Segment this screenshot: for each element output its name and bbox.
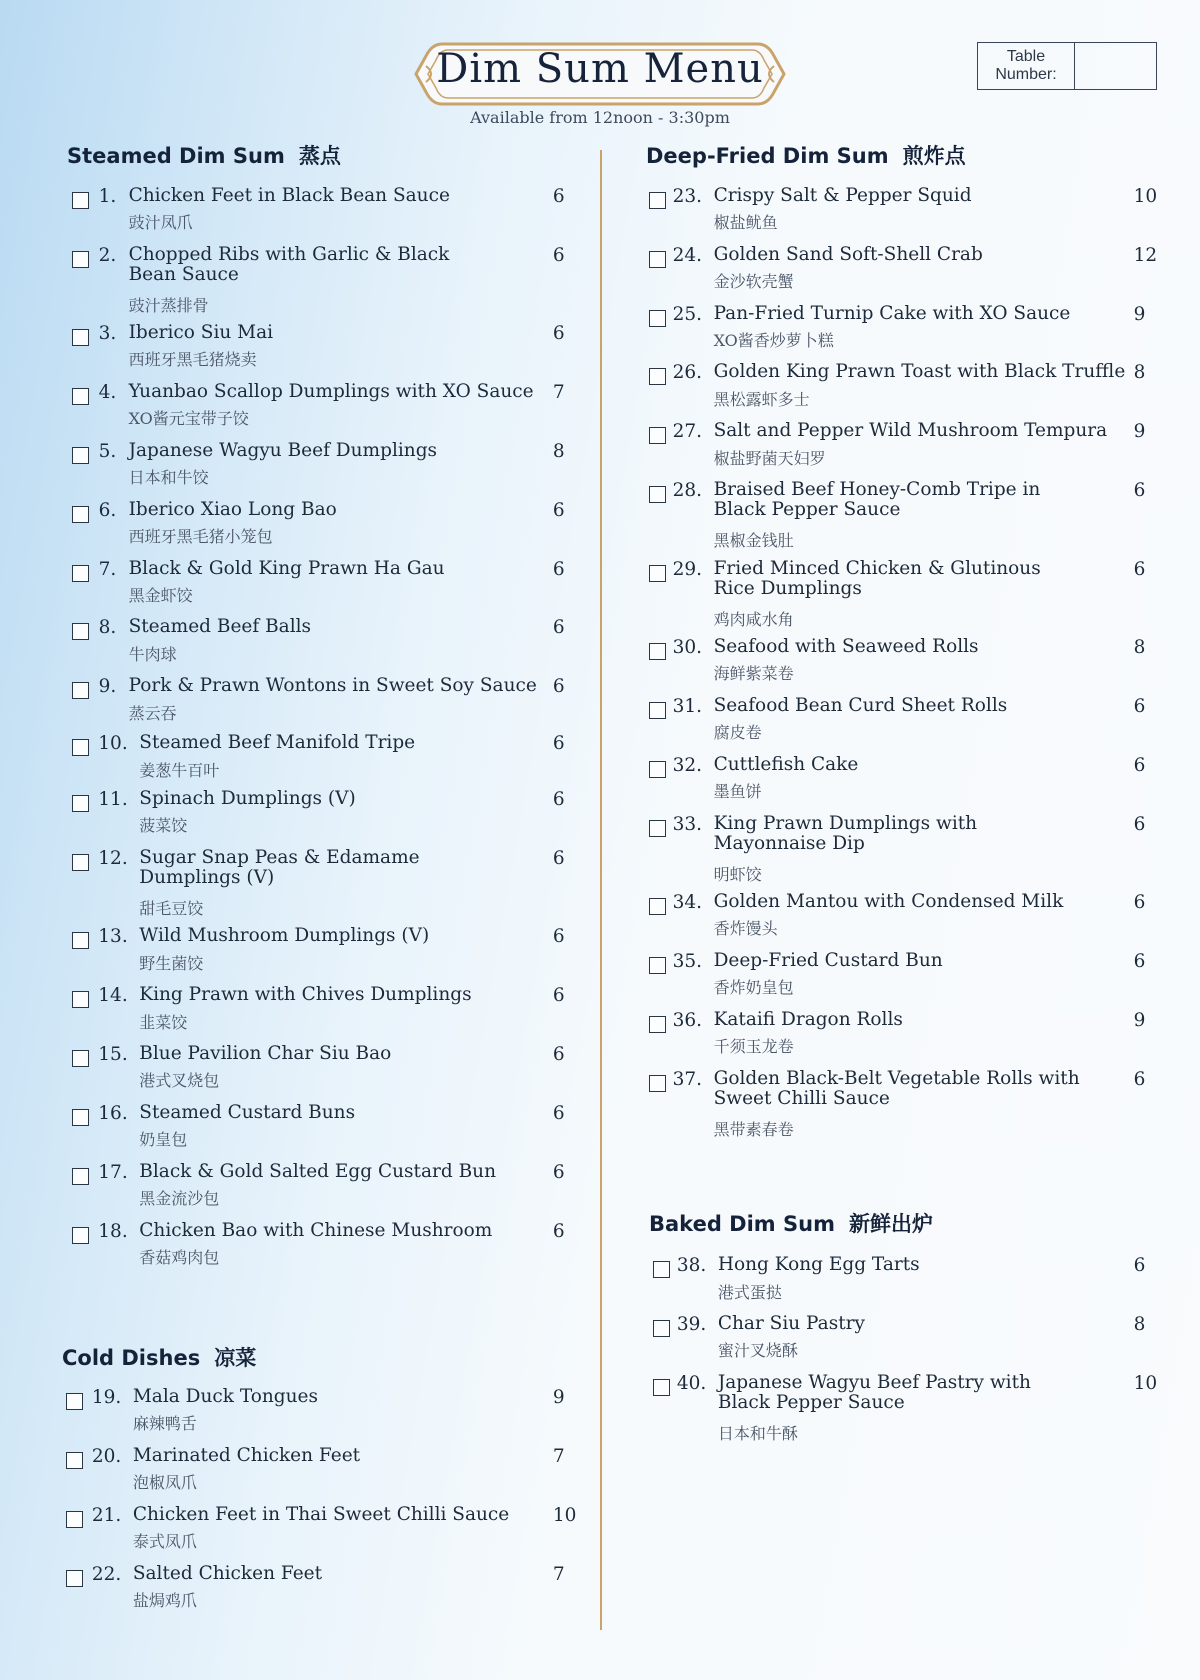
- item-checkbox[interactable]: [72, 1168, 89, 1185]
- item-name: Crispy Salt & Pepper Squid: [713, 184, 972, 206]
- item-number: 34.: [672, 891, 702, 913]
- item-chinese-name: 盐焗鸡爪: [132, 1591, 197, 1611]
- item-name: Yuanbao Scallop Dumplings with XO Sauce: [128, 380, 534, 402]
- item-checkbox[interactable]: [649, 1075, 666, 1092]
- item-name: Seafood Bean Curd Sheet Rolls: [713, 694, 1008, 716]
- item-name: Fried Minced Chicken & Glutinous Rice Dumplings: [713, 557, 1041, 599]
- item-checkbox[interactable]: [649, 820, 666, 837]
- item-price: 6: [1133, 1254, 1146, 1276]
- item-chinese-name: 港式叉烧包: [139, 1071, 220, 1091]
- item-price: 6: [552, 499, 565, 521]
- item-name: Pork & Prawn Wontons in Sweet Soy Sauce: [128, 675, 537, 697]
- item-checkbox[interactable]: [649, 368, 666, 385]
- item-checkbox[interactable]: [72, 192, 89, 209]
- item-price: 8: [1133, 362, 1146, 384]
- menu-item: [66, 1564, 585, 1620]
- item-number: 37.: [672, 1068, 702, 1090]
- item-chinese-name: 明虾饺: [713, 864, 762, 884]
- item-name: Iberico Siu Mai: [128, 321, 274, 343]
- item-checkbox[interactable]: [649, 761, 666, 778]
- item-name: Steamed Beef Balls: [128, 616, 312, 638]
- item-name: Cuttlefish Cake: [713, 753, 859, 775]
- item-name: Chicken Feet in Black Bean Sauce: [128, 184, 450, 206]
- menu-item: [66, 1387, 585, 1443]
- section-title-cn: 新鲜出炉: [848, 1212, 933, 1236]
- item-chinese-name: 姜葱牛百叶: [139, 760, 220, 780]
- item-chinese-name: 椒盐鱿鱼: [713, 213, 778, 233]
- section-title-en: Cold Dishes: [62, 1346, 201, 1370]
- menu-item: [649, 479, 1165, 551]
- item-checkbox[interactable]: [649, 1016, 666, 1033]
- item-number: 3.: [98, 322, 117, 344]
- item-name: Braised Beef Honey-Comb Tripe in Black Pepper Sauce: [713, 479, 1041, 521]
- item-number: 25.: [672, 303, 702, 325]
- title-frame: [412, 36, 788, 112]
- item-price: 6: [552, 244, 565, 266]
- menu-item: [72, 243, 585, 315]
- menu-item: [72, 382, 585, 438]
- item-chinese-name: 日本和牛酥: [717, 1423, 798, 1443]
- item-name: Salt and Pepper Wild Mushroom Tempura: [713, 420, 1108, 442]
- item-name: Sugar Snap Peas & Edamame Dumplings (V): [139, 846, 420, 888]
- table-number-box: [977, 42, 1157, 90]
- item-number: 6.: [98, 499, 117, 521]
- item-checkbox[interactable]: [649, 957, 666, 974]
- menu-item: [649, 637, 1165, 693]
- section-title-fried: [646, 140, 966, 170]
- item-checkbox[interactable]: [72, 854, 89, 871]
- item-name: Black & Gold King Prawn Ha Gau: [128, 557, 445, 579]
- item-checkbox[interactable]: [72, 623, 89, 640]
- item-checkbox[interactable]: [649, 251, 666, 268]
- item-name: Deep-Fried Custard Bun: [713, 949, 943, 971]
- item-price: 6: [552, 1102, 565, 1124]
- item-checkbox[interactable]: [649, 898, 666, 915]
- item-chinese-name: 黑金流沙包: [139, 1189, 220, 1209]
- item-name: Wild Mushroom Dumplings (V): [139, 925, 430, 946]
- menu-item: [649, 951, 1165, 1007]
- item-checkbox[interactable]: [66, 1511, 83, 1528]
- item-number: 28.: [672, 480, 702, 502]
- item-chinese-name: 麻辣鸭舌: [132, 1414, 197, 1434]
- item-chinese-name: 黑松露虾多士: [713, 390, 810, 410]
- item-number: 16.: [98, 1102, 128, 1124]
- item-price: 6: [1133, 754, 1146, 776]
- item-name: Japanese Wagyu Beef Pastry with Black Pepper Sauce: [717, 1371, 1031, 1413]
- menu-item: [653, 1314, 1166, 1370]
- item-chinese-name: 香炸馒头: [713, 919, 778, 939]
- menu-item: [72, 846, 585, 918]
- item-chinese-name: 黑金虾饺: [128, 586, 193, 606]
- item-number: 21.: [91, 1504, 122, 1526]
- menu-item: [649, 557, 1165, 629]
- item-number: 1.: [98, 185, 117, 207]
- item-name: Japanese Wagyu Beef Dumplings: [128, 439, 438, 461]
- section-title-en: Baked Dim Sum: [649, 1212, 835, 1236]
- section-title-cold: [62, 1342, 256, 1372]
- item-checkbox[interactable]: [72, 506, 89, 523]
- menu-item: [72, 985, 585, 1041]
- item-price: 6: [1133, 891, 1146, 913]
- item-number: 24.: [672, 244, 702, 266]
- item-number: 20.: [91, 1445, 122, 1467]
- item-number: 32.: [672, 754, 702, 776]
- item-chinese-name: 海鲜紫菜卷: [713, 664, 794, 684]
- item-price: 6: [552, 1043, 565, 1065]
- section-title-en: Steamed Dim Sum: [67, 144, 285, 168]
- item-number: 11.: [98, 788, 128, 810]
- item-chinese-name: 奶皇包: [139, 1130, 188, 1150]
- item-chinese-name: 黑椒金钱肚: [713, 531, 794, 551]
- item-chinese-name: 豉汁凤爪: [128, 213, 193, 233]
- item-number: 35.: [672, 950, 702, 972]
- item-price: 6: [1133, 813, 1146, 835]
- item-number: 30.: [672, 636, 702, 658]
- item-price: 9: [1133, 303, 1146, 325]
- menu-item: [649, 362, 1165, 418]
- section-title-baked: [649, 1208, 933, 1238]
- item-number: 26.: [672, 362, 702, 384]
- item-name: Char Siu Pastry: [717, 1312, 865, 1334]
- menu-item: [649, 755, 1165, 811]
- item-chinese-name: 椒盐野菌天妇罗: [713, 448, 826, 468]
- menu-item: [72, 1103, 585, 1159]
- item-number: 2.: [98, 244, 117, 266]
- item-name: Blue Pavilion Char Siu Bao: [139, 1042, 392, 1064]
- item-chinese-name: 黑带素春卷: [713, 1119, 794, 1139]
- item-chinese-name: 菠菜饺: [139, 816, 188, 836]
- item-price: 6: [1133, 480, 1146, 502]
- item-checkbox[interactable]: [72, 795, 89, 812]
- item-checkbox[interactable]: [649, 427, 666, 444]
- item-name: Chicken Feet in Thai Sweet Chilli Sauce: [132, 1503, 510, 1525]
- menu-item: [72, 441, 585, 497]
- item-number: 40.: [676, 1372, 707, 1394]
- menu-item: [653, 1371, 1166, 1443]
- item-chinese-name: 西班牙黑毛猪烧卖: [128, 350, 257, 370]
- item-chinese-name: 墨鱼饼: [713, 782, 762, 802]
- item-number: 10.: [98, 733, 128, 755]
- item-chinese-name: XO酱元宝带子饺: [128, 409, 249, 429]
- menu-item: [72, 1044, 585, 1100]
- item-number: 8.: [98, 617, 117, 639]
- item-checkbox[interactable]: [649, 192, 666, 209]
- item-name: Chopped Ribs with Garlic & Black Bean Sauce: [128, 243, 450, 285]
- item-checkbox[interactable]: [72, 932, 89, 949]
- item-checkbox[interactable]: [653, 1261, 670, 1278]
- item-checkbox[interactable]: [649, 643, 666, 660]
- item-number: 33.: [672, 813, 702, 835]
- item-price: 8: [1133, 1313, 1146, 1335]
- item-price: 12: [1133, 244, 1158, 266]
- item-price: 8: [552, 440, 565, 462]
- item-checkbox[interactable]: [653, 1379, 670, 1396]
- menu-item: [72, 559, 585, 615]
- item-checkbox[interactable]: [649, 486, 666, 503]
- item-chinese-name: 香菇鸡肉包: [139, 1248, 220, 1268]
- item-price: 6: [1133, 1068, 1146, 1090]
- item-checkbox[interactable]: [72, 1227, 89, 1244]
- item-checkbox[interactable]: [649, 702, 666, 719]
- item-name: Golden Sand Soft-Shell Crab: [713, 243, 983, 265]
- item-name: Mala Duck Tongues: [132, 1385, 318, 1407]
- item-number: 38.: [676, 1254, 707, 1276]
- item-price: 9: [552, 1386, 565, 1408]
- item-checkbox[interactable]: [649, 565, 666, 582]
- availability-text: Available from 12noon - 3:30pm: [470, 108, 730, 127]
- item-checkbox[interactable]: [72, 565, 89, 582]
- item-price: 6: [552, 617, 565, 639]
- table-number-field[interactable]: [1075, 43, 1156, 89]
- menu-item: [649, 696, 1165, 752]
- menu-item: [649, 1067, 1165, 1139]
- item-price: 6: [552, 788, 565, 810]
- table-number-label: Table Number:: [978, 43, 1075, 89]
- item-number: 18.: [98, 1220, 128, 1242]
- item-checkbox[interactable]: [653, 1320, 670, 1337]
- item-number: 15.: [98, 1043, 128, 1065]
- item-checkbox[interactable]: [72, 251, 89, 268]
- section-title-steamed: [67, 140, 341, 170]
- item-name: Spinach Dumplings (V): [139, 787, 356, 809]
- menu-item: [72, 617, 585, 673]
- item-checkbox[interactable]: [72, 739, 89, 756]
- item-number: 4.: [98, 381, 117, 403]
- item-number: 39.: [676, 1313, 707, 1335]
- menu-item: [649, 1010, 1165, 1066]
- item-checkbox[interactable]: [66, 1452, 83, 1469]
- section-title-cn: 煎炸点: [902, 144, 966, 168]
- item-price: 10: [1133, 185, 1158, 207]
- item-number: 9.: [98, 676, 117, 698]
- item-number: 23.: [672, 185, 702, 207]
- item-price: 6: [552, 1161, 565, 1183]
- menu-item: [653, 1255, 1166, 1311]
- item-price: 6: [552, 676, 565, 698]
- item-price: 6: [552, 733, 565, 755]
- item-checkbox[interactable]: [66, 1570, 83, 1587]
- item-price: 10: [552, 1504, 577, 1526]
- item-price: 6: [1133, 950, 1146, 972]
- menu-item: [66, 1505, 585, 1561]
- item-chinese-name: 韭菜饺: [139, 1012, 188, 1032]
- section-title-cn: 凉菜: [214, 1346, 257, 1370]
- item-chinese-name: 鸡肉咸水角: [713, 609, 794, 629]
- menu-item: [72, 1162, 585, 1218]
- menu-item: [72, 500, 585, 556]
- item-checkbox[interactable]: [66, 1393, 83, 1410]
- item-number: 27.: [672, 421, 702, 443]
- item-name: Seafood with Seaweed Rolls: [713, 635, 979, 657]
- item-number: 36.: [672, 1009, 702, 1031]
- item-price: 6: [552, 322, 565, 344]
- item-price: 9: [1133, 421, 1146, 443]
- item-name: Marinated Chicken Feet: [132, 1444, 361, 1466]
- item-name: King Prawn with Chives Dumplings: [139, 983, 472, 1005]
- item-price: 6: [552, 847, 565, 869]
- item-chinese-name: 甜毛豆饺: [139, 898, 204, 918]
- menu-item: [649, 304, 1165, 360]
- item-number: 17.: [98, 1161, 128, 1183]
- item-chinese-name: 牛肉球: [128, 645, 177, 665]
- item-name: Steamed Custard Buns: [139, 1101, 356, 1123]
- item-chinese-name: 泰式凤爪: [132, 1532, 197, 1552]
- menu-item: [649, 812, 1165, 884]
- item-name: Golden Black-Belt Vegetable Rolls with Sweet Chilli Sauce: [713, 1067, 1080, 1109]
- item-price: 6: [1133, 558, 1146, 580]
- item-price: 6: [552, 185, 565, 207]
- item-name: Hong Kong Egg Tarts: [717, 1253, 920, 1275]
- page-title: Dim Sum Menu: [436, 46, 764, 92]
- menu-item: [649, 421, 1165, 477]
- menu-item: [649, 245, 1165, 301]
- item-number: 13.: [98, 926, 128, 947]
- item-chinese-name: XO酱香炒萝卜糕: [713, 331, 834, 351]
- item-number: 7.: [98, 558, 117, 580]
- menu-item: [66, 1446, 585, 1502]
- menu-item: [649, 892, 1165, 948]
- section-title-cn: 蒸点: [298, 144, 341, 168]
- item-chinese-name: 蒸云吞: [128, 703, 177, 723]
- menu-item: [649, 186, 1165, 242]
- item-price: 6: [552, 926, 565, 947]
- item-price: 6: [552, 558, 565, 580]
- item-price: 10: [1133, 1372, 1158, 1394]
- item-chinese-name: 金沙软壳蟹: [713, 272, 794, 292]
- menu-item: [72, 1221, 585, 1277]
- item-name: Salted Chicken Feet: [132, 1562, 323, 1584]
- item-chinese-name: 西班牙黑毛猪小笼包: [128, 527, 273, 547]
- item-chinese-name: 豉汁蒸排骨: [128, 295, 209, 315]
- section-title-en: Deep-Fried Dim Sum: [646, 144, 889, 168]
- item-chinese-name: 腐皮卷: [713, 723, 762, 743]
- item-number: 5.: [98, 440, 117, 462]
- item-chinese-name: 泡椒凤爪: [132, 1473, 197, 1493]
- item-checkbox[interactable]: [649, 310, 666, 327]
- item-price: 7: [552, 381, 565, 403]
- item-number: 29.: [672, 558, 702, 580]
- item-name: Chicken Bao with Chinese Mushroom: [139, 1219, 493, 1241]
- item-checkbox[interactable]: [72, 1050, 89, 1067]
- item-number: 12.: [98, 847, 128, 869]
- item-chinese-name: 港式蛋挞: [717, 1282, 782, 1302]
- menu-item: [72, 676, 585, 732]
- item-number: 14.: [98, 984, 128, 1006]
- item-price: 6: [552, 984, 565, 1006]
- item-chinese-name: 日本和牛饺: [128, 468, 209, 488]
- item-price: 7: [552, 1445, 565, 1467]
- column-divider: [600, 150, 602, 1630]
- item-price: 6: [1133, 695, 1146, 717]
- item-number: 22.: [91, 1563, 122, 1585]
- item-checkbox[interactable]: [72, 388, 89, 405]
- menu-item: [72, 926, 585, 982]
- item-checkbox[interactable]: [72, 682, 89, 699]
- item-price: 6: [552, 1220, 565, 1242]
- item-price: 7: [552, 1563, 565, 1585]
- item-chinese-name: 蜜汁叉烧酥: [717, 1341, 798, 1361]
- item-checkbox[interactable]: [72, 991, 89, 1008]
- item-name: Golden Mantou with Condensed Milk: [713, 890, 1064, 912]
- item-name: Kataifi Dragon Rolls: [713, 1008, 903, 1030]
- item-name: Black & Gold Salted Egg Custard Bun: [139, 1160, 496, 1182]
- item-number: 19.: [91, 1386, 122, 1408]
- item-name: Iberico Xiao Long Bao: [128, 498, 337, 520]
- item-chinese-name: 香炸奶皇包: [713, 978, 794, 998]
- menu-item: [72, 789, 585, 845]
- item-name: Golden King Prawn Toast with Black Truffle: [713, 361, 1126, 383]
- item-checkbox[interactable]: [72, 1109, 89, 1126]
- item-name: Steamed Beef Manifold Tripe: [139, 732, 416, 754]
- item-chinese-name: 千须玉龙卷: [713, 1037, 794, 1057]
- item-name: Pan-Fried Turnip Cake with XO Sauce: [713, 302, 1071, 324]
- item-checkbox[interactable]: [72, 329, 89, 346]
- item-price: 9: [1133, 1009, 1146, 1031]
- item-name: King Prawn Dumplings with Mayonnaise Dip: [713, 812, 978, 854]
- item-checkbox[interactable]: [72, 447, 89, 464]
- menu-item: [72, 323, 585, 379]
- item-chinese-name: 野生菌饺: [139, 953, 204, 973]
- menu-item: [72, 733, 585, 789]
- item-price: 8: [1133, 636, 1146, 658]
- item-number: 31.: [672, 695, 702, 717]
- menu-item: [72, 186, 585, 242]
